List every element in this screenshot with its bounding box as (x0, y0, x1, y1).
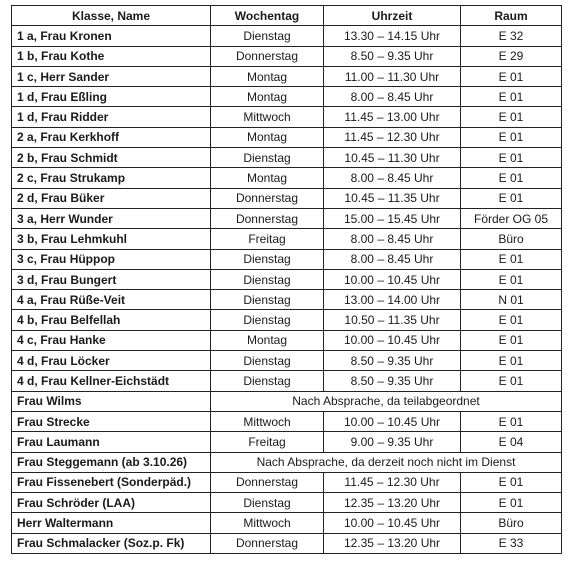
cell-note: Nach Absprache, da teilabgeordnet (211, 391, 562, 411)
cell-wochentag: Donnerstag (211, 188, 324, 208)
table-row (12, 66, 562, 86)
table-row (12, 208, 562, 228)
cell-uhrzeit: 10.00 – 10.45 Uhr (324, 411, 461, 431)
cell-wochentag: Donnerstag (211, 46, 324, 66)
cell-klasse-name: Frau Schmalacker (Soz.p. Fk) (12, 533, 211, 553)
cell-raum: E 01 (461, 351, 562, 371)
cell-uhrzeit: 12.35 – 13.20 Uhr (324, 533, 461, 553)
cell-wochentag: Donnerstag (211, 533, 324, 553)
cell-wochentag: Montag (211, 168, 324, 188)
schedule-table (11, 5, 562, 554)
cell-uhrzeit: 8.00 – 8.45 Uhr (324, 229, 461, 249)
table-row (12, 229, 562, 249)
cell-wochentag: Mittwoch (211, 107, 324, 127)
cell-raum: E 04 (461, 432, 562, 452)
cell-raum: E 01 (461, 310, 562, 330)
cell-klasse-name: 2 d, Frau Büker (12, 188, 211, 208)
table-row (12, 493, 562, 513)
cell-raum: E 01 (461, 493, 562, 513)
cell-wochentag: Dienstag (211, 26, 324, 46)
cell-klasse-name: Frau Steggemann (ab 3.10.26) (12, 452, 211, 472)
cell-raum: E 33 (461, 533, 562, 553)
cell-uhrzeit: 8.00 – 8.45 Uhr (324, 249, 461, 269)
table-row (12, 127, 562, 147)
table-row (12, 188, 562, 208)
header-klasse-name: Klasse, Name (12, 6, 211, 26)
cell-klasse-name: 4 b, Frau Belfellah (12, 310, 211, 330)
table-body (12, 26, 562, 554)
cell-klasse-name: Frau Wilms (12, 391, 211, 411)
cell-wochentag: Dienstag (211, 371, 324, 391)
cell-wochentag: Dienstag (211, 269, 324, 289)
cell-wochentag: Freitag (211, 432, 324, 452)
cell-raum: E 01 (461, 249, 562, 269)
cell-raum: E 01 (461, 472, 562, 492)
table-row (12, 472, 562, 492)
cell-uhrzeit: 10.45 – 11.35 Uhr (324, 188, 461, 208)
cell-uhrzeit: 11.45 – 12.30 Uhr (324, 127, 461, 147)
cell-wochentag: Dienstag (211, 290, 324, 310)
cell-uhrzeit: 10.00 – 10.45 Uhr (324, 330, 461, 350)
cell-uhrzeit: 13.00 – 14.00 Uhr (324, 290, 461, 310)
cell-klasse-name: 2 a, Frau Kerkhoff (12, 127, 211, 147)
cell-raum: E 01 (461, 127, 562, 147)
cell-klasse-name: 1 b, Frau Kothe (12, 46, 211, 66)
cell-raum: E 01 (461, 188, 562, 208)
cell-uhrzeit: 8.50 – 9.35 Uhr (324, 46, 461, 66)
table-row (12, 310, 562, 330)
cell-wochentag: Dienstag (211, 310, 324, 330)
cell-uhrzeit: 10.50 – 11.35 Uhr (324, 310, 461, 330)
cell-raum: Büro (461, 513, 562, 533)
cell-klasse-name: 3 d, Frau Bungert (12, 269, 211, 289)
cell-raum: E 01 (461, 148, 562, 168)
cell-wochentag: Dienstag (211, 249, 324, 269)
cell-raum: E 01 (461, 66, 562, 86)
cell-klasse-name: Frau Schröder (LAA) (12, 493, 211, 513)
cell-uhrzeit: 13.30 – 14.15 Uhr (324, 26, 461, 46)
cell-uhrzeit: 8.00 – 8.45 Uhr (324, 168, 461, 188)
cell-uhrzeit: 9.00 – 9.35 Uhr (324, 432, 461, 452)
cell-klasse-name: 1 d, Frau Ridder (12, 107, 211, 127)
cell-klasse-name: 1 d, Frau Eßling (12, 87, 211, 107)
cell-uhrzeit: 11.00 – 11.30 Uhr (324, 66, 461, 86)
header-uhrzeit: Uhrzeit (324, 6, 461, 26)
table-row (12, 351, 562, 371)
cell-uhrzeit: 10.45 – 11.30 Uhr (324, 148, 461, 168)
table-row (12, 249, 562, 269)
cell-wochentag: Montag (211, 330, 324, 350)
table-row (12, 269, 562, 289)
cell-klasse-name: Frau Laumann (12, 432, 211, 452)
cell-raum: E 01 (461, 87, 562, 107)
table-row (12, 533, 562, 553)
table-row (12, 26, 562, 46)
table-row (12, 290, 562, 310)
cell-wochentag: Montag (211, 127, 324, 147)
cell-raum: E 01 (461, 168, 562, 188)
cell-klasse-name: 4 c, Frau Hanke (12, 330, 211, 350)
cell-wochentag: Donnerstag (211, 208, 324, 228)
cell-klasse-name: 4 a, Frau Rüße-Veit (12, 290, 211, 310)
table-row (12, 391, 562, 411)
cell-raum: E 32 (461, 26, 562, 46)
cell-raum: E 01 (461, 411, 562, 431)
cell-klasse-name: 3 a, Herr Wunder (12, 208, 211, 228)
cell-wochentag: Donnerstag (211, 472, 324, 492)
cell-wochentag: Montag (211, 87, 324, 107)
table-row (12, 107, 562, 127)
cell-raum: E 01 (461, 269, 562, 289)
cell-uhrzeit: 11.45 – 12.30 Uhr (324, 472, 461, 492)
cell-klasse-name: 1 a, Frau Kronen (12, 26, 211, 46)
table-row (12, 168, 562, 188)
cell-uhrzeit: 10.00 – 10.45 Uhr (324, 269, 461, 289)
cell-uhrzeit: 8.50 – 9.35 Uhr (324, 371, 461, 391)
cell-wochentag: Dienstag (211, 148, 324, 168)
table-row (12, 330, 562, 350)
cell-uhrzeit: 10.00 – 10.45 Uhr (324, 513, 461, 533)
schedule-document (11, 5, 561, 554)
cell-note: Nach Absprache, da derzeit noch nicht im Dienst (211, 452, 562, 472)
table-row (12, 87, 562, 107)
cell-wochentag: Mittwoch (211, 411, 324, 431)
cell-raum: E 29 (461, 46, 562, 66)
table-row (12, 411, 562, 431)
cell-raum: E 01 (461, 371, 562, 391)
cell-klasse-name: Frau Strecke (12, 411, 211, 431)
table-row (12, 46, 562, 66)
cell-uhrzeit: 15.00 – 15.45 Uhr (324, 208, 461, 228)
cell-klasse-name: 3 c, Frau Hüppop (12, 249, 211, 269)
cell-klasse-name: 2 c, Frau Strukamp (12, 168, 211, 188)
cell-wochentag: Dienstag (211, 351, 324, 371)
cell-uhrzeit: 8.00 – 8.45 Uhr (324, 87, 461, 107)
cell-raum: E 01 (461, 330, 562, 350)
cell-uhrzeit: 11.45 – 13.00 Uhr (324, 107, 461, 127)
cell-raum: Förder OG 05 (461, 208, 562, 228)
table-row (12, 148, 562, 168)
table-row (12, 452, 562, 472)
cell-klasse-name: 4 d, Frau Kellner-Eichstädt (12, 371, 211, 391)
cell-wochentag: Mittwoch (211, 513, 324, 533)
cell-wochentag: Dienstag (211, 493, 324, 513)
cell-klasse-name: Frau Fissenebert (Sonderpäd.) (12, 472, 211, 492)
cell-wochentag: Freitag (211, 229, 324, 249)
table-row (12, 432, 562, 452)
cell-klasse-name: 2 b, Frau Schmidt (12, 148, 211, 168)
cell-uhrzeit: 12.35 – 13.20 Uhr (324, 493, 461, 513)
cell-klasse-name: Herr Waltermann (12, 513, 211, 533)
cell-klasse-name: 1 c, Herr Sander (12, 66, 211, 86)
cell-raum: N 01 (461, 290, 562, 310)
header-raum: Raum (461, 6, 562, 26)
cell-uhrzeit: 8.50 – 9.35 Uhr (324, 351, 461, 371)
header-wochentag: Wochentag (211, 6, 324, 26)
cell-klasse-name: 3 b, Frau Lehmkuhl (12, 229, 211, 249)
table-header-row (12, 6, 562, 26)
cell-raum: E 01 (461, 107, 562, 127)
cell-wochentag: Montag (211, 66, 324, 86)
cell-klasse-name: 4 d, Frau Löcker (12, 351, 211, 371)
table-row (12, 371, 562, 391)
cell-raum: Büro (461, 229, 562, 249)
table-row (12, 513, 562, 533)
